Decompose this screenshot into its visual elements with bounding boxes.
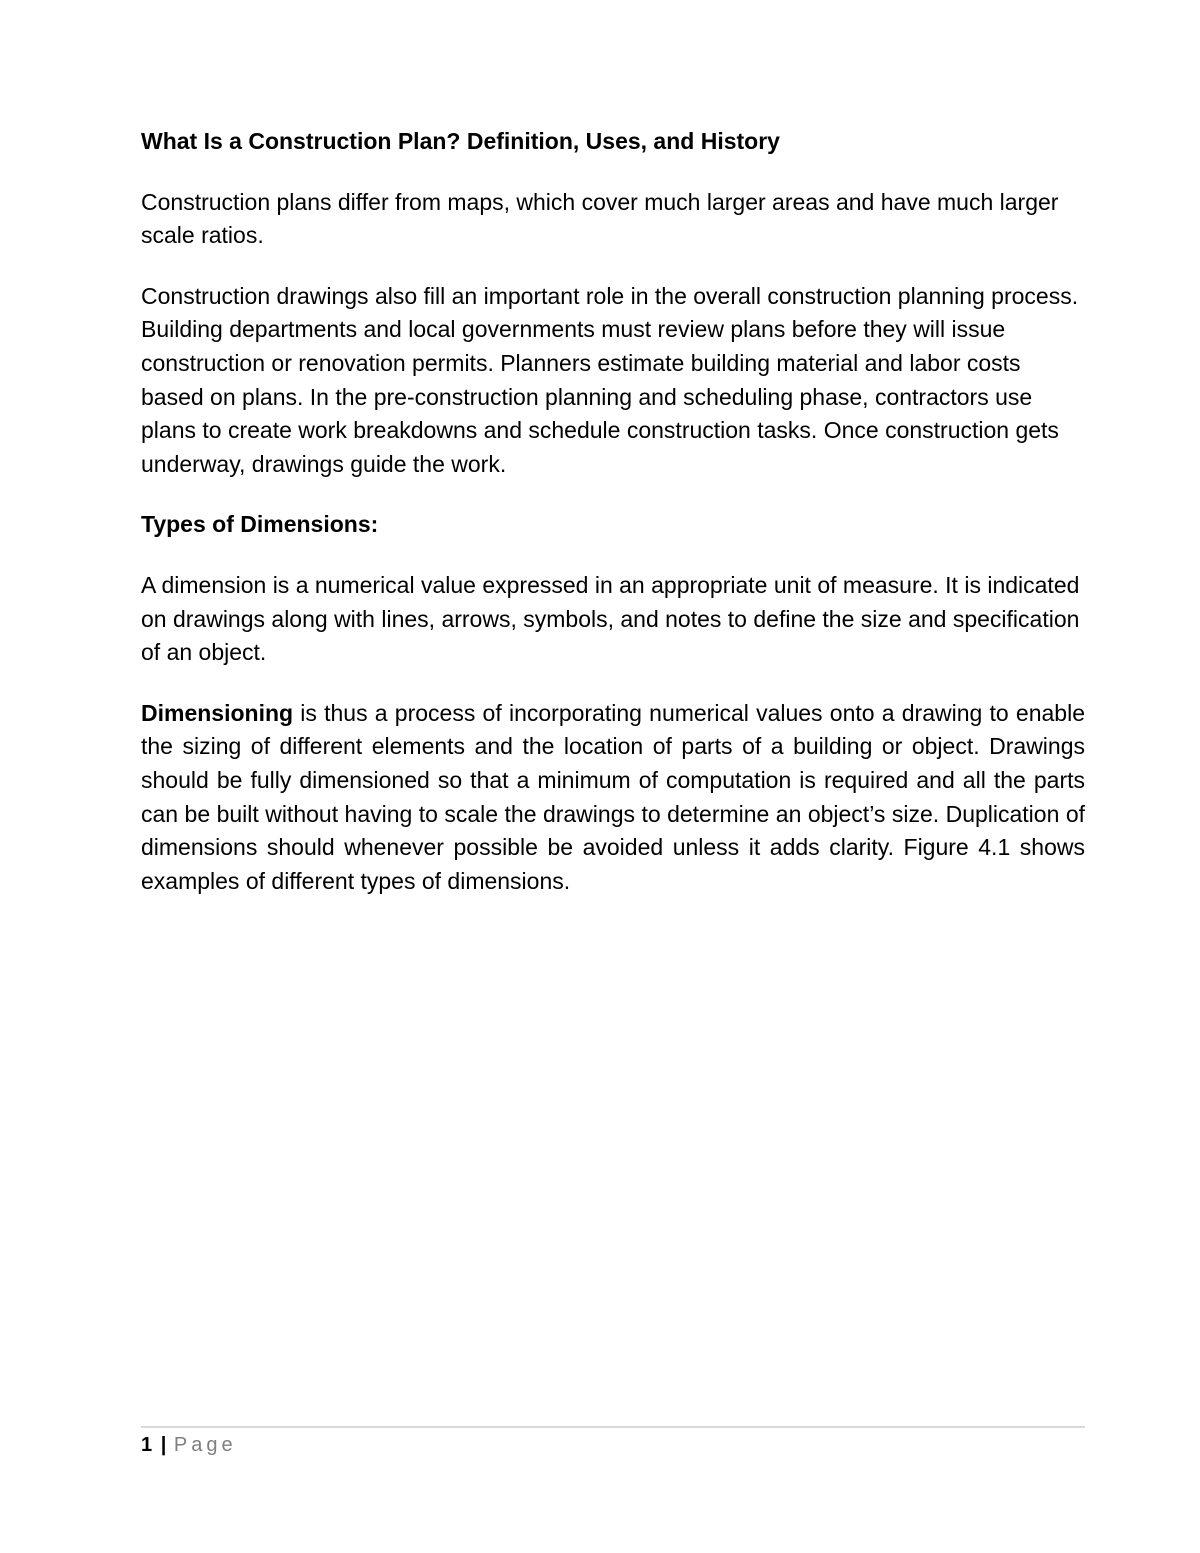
paragraph-drawings-role: Construction drawings also fill an important role in the overall construction planning process. Building departments and local governments must review plans before they will issue construction or renovation permits. Planners estimate building material and labor costs based on plans. In the pre-construction planning and scheduling phase, contractors use plans to create work breakdowns and schedule construction tasks. Once construction gets underway, drawings guide the work. [141, 282, 1079, 477]
paragraph-dimension-definition: A dimension is a numerical value expressed in an appropriate unit of measure. It is indicated on drawings along with lines, arrows, symbols, and notes to define the size and specification of an object. [141, 571, 1080, 666]
dimensioning-term: Dimensioning [141, 699, 294, 726]
page-footer [141, 1432, 237, 1458]
section-heading-types-of-dimensions: Types of Dimensions: [141, 511, 379, 538]
dimensioning-text: is thus a process of incorporating numerical values onto a drawing to enable the sizing of different elements and the location of parts of a building or object. Drawings should be fully dimensioned so that a minimum of computation is required and all the parts can be built without having to scale the drawings to determine an object’s size. Duplication of dimensions should whenever possible be avoided unless it adds clarity. Figure 4.1 shows examples of different types of dimensions. [141, 699, 1085, 894]
footer-divider [141, 1426, 1085, 1428]
paragraph-plans-vs-maps: Construction plans differ from maps, which cover much larger areas and have much larger scale ratios. [141, 188, 1059, 249]
document-body [141, 125, 1085, 925]
footer-separator: | [160, 1434, 167, 1456]
document-title: What Is a Construction Plan? Definition, Uses, and History [141, 128, 780, 154]
page-label: Page [173, 1434, 237, 1456]
paragraph-dimensioning [141, 697, 1085, 899]
page-number: 1 [141, 1434, 153, 1456]
